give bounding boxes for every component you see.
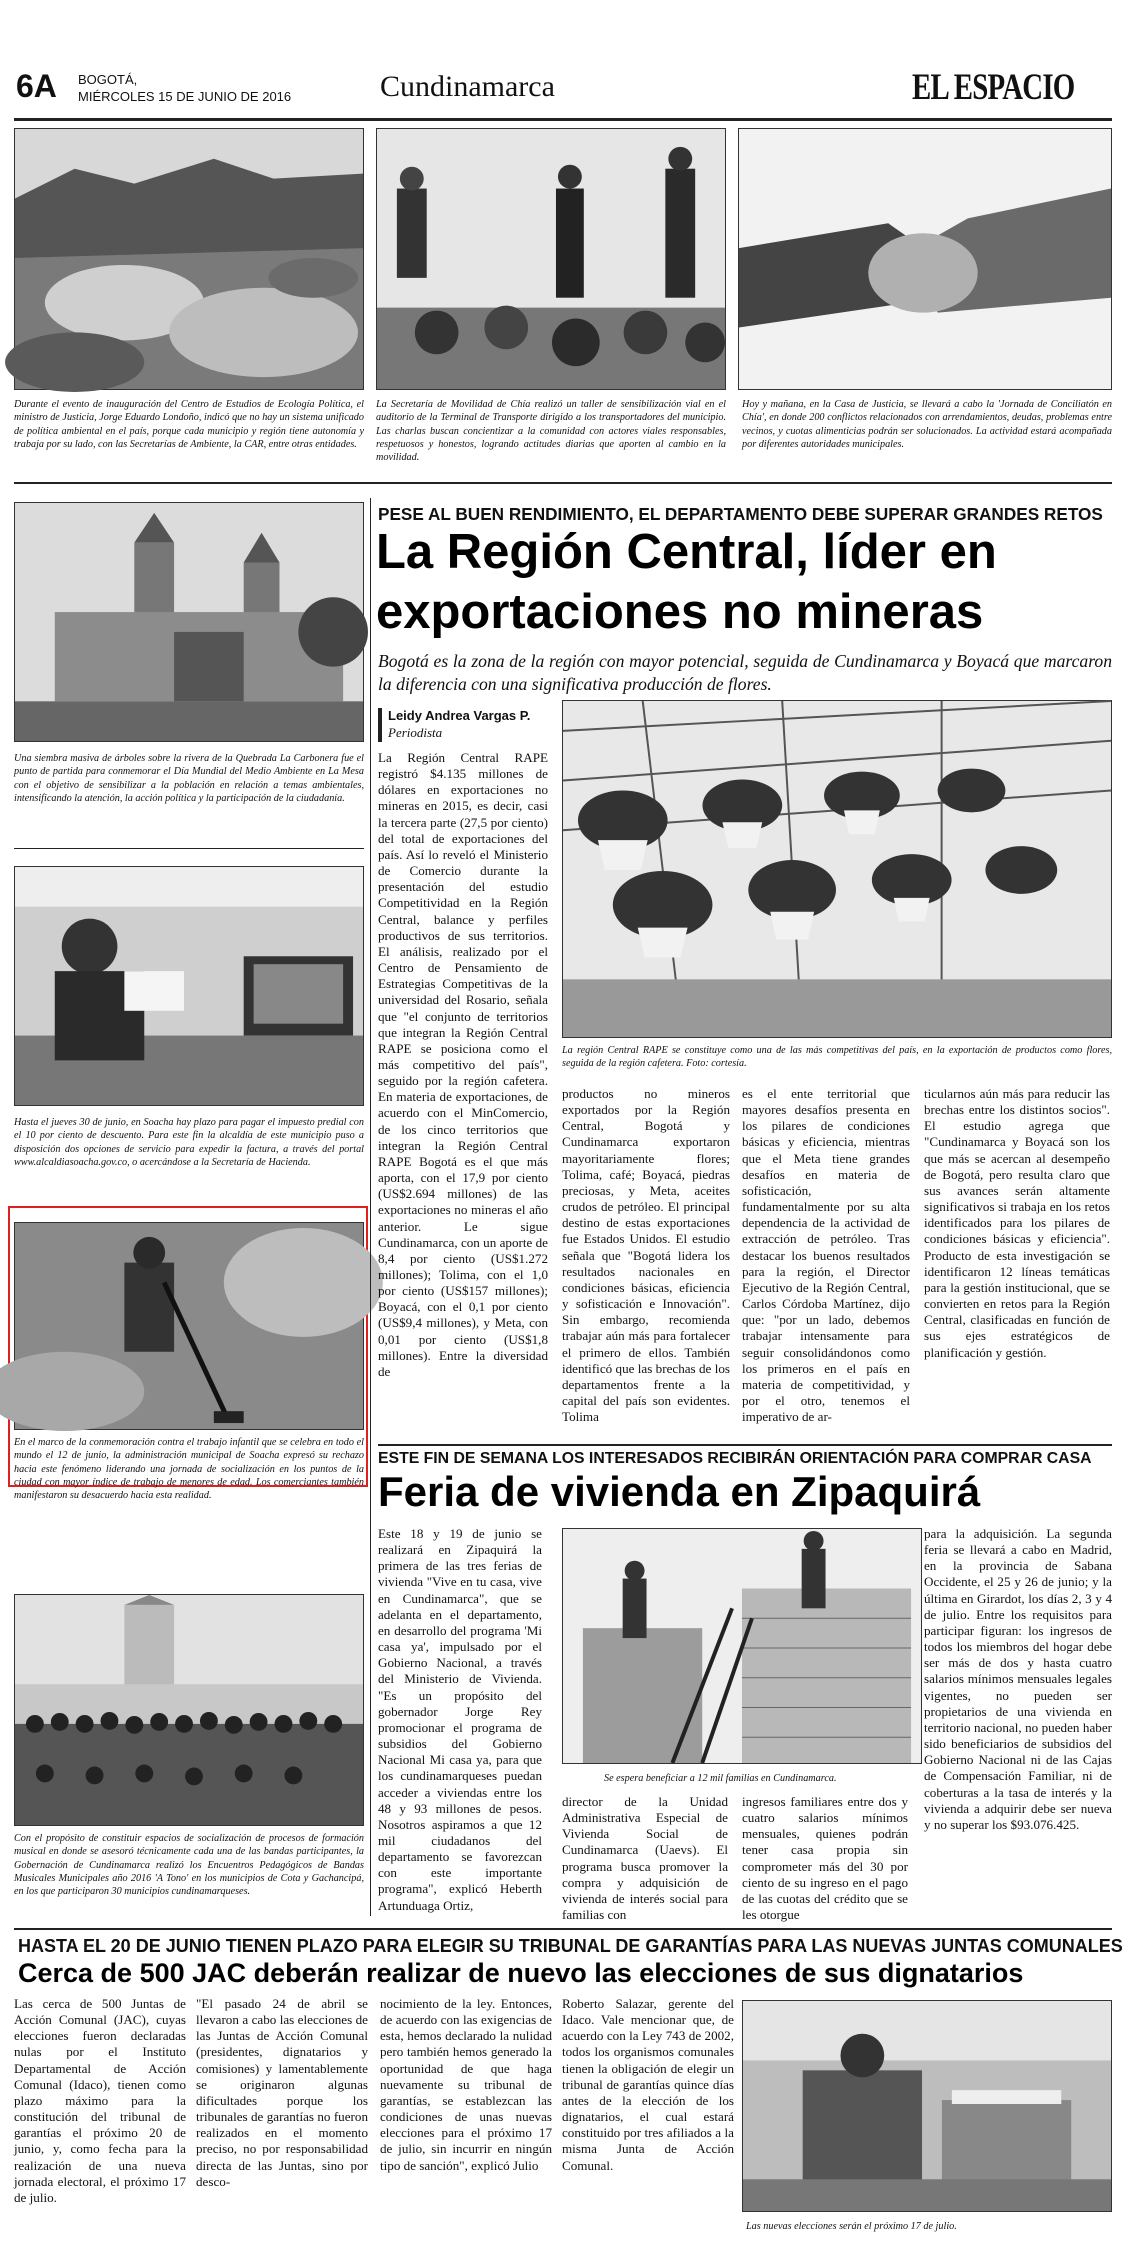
feria-column-3: ingresos familiares entre dos y cuatro salarios mínimos mensuales, quienes podrán tener casa propia sin comprometer más del 30 por ciento de su ingreso en el pago de las cuotas del crédito que se les otorgue	[742, 1794, 908, 1923]
caption-ecology-event: Durante el evento de inauguración del Centro de Estudios de Ecología Política, el ministro de Justicia, Jorge Eduardo Londoño, indicó que no hay un sistema unificado de política ambiental en el país, porque cada municipio y región tiene autonomía y trabaja por su lado, con las Secretarías de Ambiente, la CAR, entre otras entidades.	[14, 399, 364, 450]
page-header	[14, 60, 1112, 122]
caption-tree-planting: Una siembra masiva de árboles sobre la rivera de la Quebrada La Carbonera fue el punto de partida para conmemorar el Día Mundial del Medio Ambiente en La Mesa con el objetivo de sensibilizar a la población en relación a temas ambientales, intensificando la atención, la acción política y la participación de la ciudadanía.	[14, 753, 364, 804]
jac-column-3: nocimiento de la ley. Entonces, de acuerdo con las exigencias de esta, hemos declarado la nulidad pero también hemos generado la oportunidad de que haga nuevamente su tribunal de garantías, se establezcan las condiciones de unas nuevas elecciones para el próximo 17 de julio, sin incurrir en ningún tipo de sanción", explicó Julio	[380, 1996, 552, 2173]
jac-top-rule	[14, 1928, 1112, 1930]
page-number: 6A	[16, 68, 57, 104]
caption-music-bands: Con el propósito de constituir espacios de socialización de procesos de formación musical en donde se asesoró técnicamente cada una de las bandas participantes, la Gobernación de Cundinamarca realizó los Encuentros Pedagógicos de Bandas Musicales Municipales año 2016 'A Tono' en los municipios de Cota y Gachancipá, en los que participaron 30 municipios cundinamarqueses.	[14, 1833, 364, 1897]
author-name: Leidy Andrea Vargas P.	[388, 708, 531, 723]
header-city: BOGOTÁ,	[78, 72, 138, 87]
photo-music-bands	[14, 1594, 364, 1826]
jac-headline: Cerca de 500 JAC deberán realizar de nuevo las elecciones de sus dignatarios	[18, 1958, 1024, 1988]
main-kicker: PESE AL BUEN RENDIMIENTO, EL DEPARTAMENTO DEBE SUPERAR GRANDES RETOS	[378, 504, 1103, 524]
jac-column-1: Las cerca de 500 Juntas de Acción Comunal (JAC), cuyas elecciones fueron declaradas nulas por el Instituto Departamental de Acción Comunal (Idaco), tienen como plazo máximo para la constitución del tribunal de garantías el próximo 20 de junio, y, como fecha para la realización de una nueva jornada electoral, el próximo 17 de julio.	[14, 1996, 186, 2205]
main-column-2: productos no mineros exportados por la Región Central, Bogotá y Cundinamarca exportaron mayoritariamente flores; Tolima, café; Boyacá, piedras preciosas, y Meta, aceites crudos de petróleo. El principal destino de estas exportaciones fue Estados Unidos. El estudio señala que "Bogotá lidera los resultados nacionales en condiciones básicas, eficiencia y sofisticación e Innovación". Sin embargo, recomienda trabajar aún más para fortalecer el primero de ellos. También identificó que las brechas de los departamentos frente a la capital del país son evidentes. Tolima	[562, 1086, 730, 1425]
jac-column-2: "El pasado 24 de abril se llevaron a cabo las elecciones de las Juntas de Acción Comunal (presidentes, dignatarios y comisiones) y lamentablemente se originaron algunas dificultades porque los tribunales de garantías no fueron realizados en el momento preciso, no por responsabilidad directa de las Juntas, sino por desco-	[196, 1996, 368, 2189]
photo-handshake	[738, 128, 1112, 390]
main-story-rule	[378, 1444, 1112, 1446]
caption-property-tax: Hasta el jueves 30 de junio, en Soacha hay plazo para pagar el impuesto predial con el 10 por ciento de descuento. Para este fin la alcaldía de este municipio puso a disposición dos opciones de servicio para expedir la factura, a través del portal www.alcaldiasoacha.gov.co, o acercándose a la Secretaría de Hacienda.	[14, 1117, 364, 1168]
photo-tax-office	[14, 866, 364, 1106]
photo-cathedral	[14, 502, 364, 742]
top-row-rule	[14, 482, 1112, 484]
main-headline-line2: exportaciones no mineras	[376, 585, 984, 639]
jac-kicker: HASTA EL 20 DE JUNIO TIENEN PLAZO PARA ELEGIR SU TRIBUNAL DE GARANTÍAS PARA LAS NUEVAS JUNTAS COMUNALES	[18, 1936, 1123, 1956]
photo-traffic-workshop	[376, 128, 726, 390]
photo-house-construction	[562, 1528, 922, 1764]
main-column-4: ticularnos aún más para reducir las brechas entre los distintos socios". El estudio agrega que "Cundinamarca y Boyacá son los que más se acercan al desempeño de Bogotá, pero resulta claro que sus avances serán altamente significativos si trabaja en los retos identificados para los pilares de condiciones básicas y eficiencia". Producto de esta investigación se identificaron 12 líneas temáticas para la gestión institucional, que se convierten en retos para la Región Central, clasificadas en función de sus ejes estratégicos de planificación y gestión.	[924, 1086, 1110, 1360]
left-column-rule	[370, 498, 371, 1916]
photo-greenhouse-flowers	[562, 700, 1112, 1038]
author-role: Periodista	[388, 725, 443, 740]
main-headline-line1: La Región Central, líder en	[376, 525, 997, 579]
caption-conciliaton: Hoy y mañana, en la Casa de Justicia, se llevará a cabo la 'Jornada de Conciliatón en Chía', en donde 200 conflictos relacionados con arrendamientos, deudas, problemas entre vecinos, y cuotas alimenticias podrán ser solucionados. La actividad estará acompañada por diferentes autoridades municipales.	[742, 399, 1112, 450]
photo-rocky-landscape	[14, 128, 364, 390]
feria-kicker: ESTE FIN DE SEMANA LOS INTERESADOS RECIBIRÁN ORIENTACIÓN PARA COMPRAR CASA	[378, 1450, 1092, 1467]
feria-column-2: director de la Unidad Administrativa Especial de Vivienda Social de Cundinamarca (Uaevs). El programa busca promover la compra y adquisición de vivienda de interés social para familias con	[562, 1794, 728, 1923]
photo-voting	[742, 2000, 1112, 2212]
main-column-3: es el ente territorial que mayores desafíos presenta en los pilares de condiciones básicas y eficiencia, mientras que el Meta tiene grandes desafíos en materia de sofisticación, fundamentalmente por su alta dependencia de la actividad de extracción de petróleo. Tras destacar los buenos resultados para la región, el Director Ejecutivo de la Región Central, Carlos Córdoba Martínez, dijo que: "por un lado, debemos trabajar intensamente para seguir consolidándonos como los primeros en el país en materia de competitividad, y por el otro, tenemos el imperativo de ar-	[742, 1086, 910, 1425]
header-rule	[14, 118, 1112, 121]
main-column-1: La Región Central RAPE registró $4.135 millones de dólares en exportaciones no mineras en 2015, es decir, casi la tercera parte (27,5 por ciento) del total de exportaciones del país. Así lo reveló el Ministerio de Comercio durante la presentación del estudio Competitividad en la Región Central, balance y perfiles productivos de sus territorios. El análisis, realizado por el Centro de Pensamiento de Estrategias Competitivas de la universidad del Rosario, señala que "el conjunto de territorios que integran la Región Central RAPE se posiciona como el más competitivo del país", seguido por la región cafetera. En materia de exportaciones, de acuerdo con el MinComercio, de los cinco territorios que integran la Región Central RAPE Bogotá es el que más aporta, con el 17,9 por ciento (US$2.694 millones) de las exportaciones no mineras el año anterior. Le sigue Cundinamarca, con un aporte de 8,4 por ciento (US$1.272 millones); Tolima, con el 1,0 por ciento (US$157 millones); Boyacá, con el 0,1 por ciento (US$9,4 millones), y Meta, con 0,01 por ciento (US$1,8 millones). Entre la diversidad de	[378, 750, 548, 1379]
photo-child-worker	[14, 1222, 364, 1430]
feria-column-4: para la adquisición. La segunda feria se llevará a cabo en Madrid, en la provincia de Sabana Occidente, el 25 y 26 de junio; y la última en Girardot, los días 2, 3 y 4 de julio. Entre los requisitos para participar figuran: los ingresos de todos los miembros del hogar debe ser más de dos y hasta cuatro salarios mínimos mensuales legales vigentes, no pueden ser propietarios de una vivienda en territorio nacional, no pueden haber sido beneficiarios de subsidios del Gobierno Nacional ni de las Cajas de Compensación Familiar, ni de coberturas a la tasa de interés y la vivienda a adquirir debe ser nueva y no superar los $93.076.425.	[924, 1526, 1112, 1832]
caption-housing: Se espera beneficiar a 12 mil familias en Cundinamarca.	[604, 1773, 837, 1784]
section-title: Cundinamarca	[380, 70, 555, 103]
left-rule-1	[14, 848, 364, 849]
feria-column-1: Este 18 y 19 de junio se realizará en Zipaquirá la primera de las tres ferias de vivienda "Vive en tu casa, vive en Cundinamarca", que se adelanta en el departamento, en desarrollo del programa 'Mi casa ya', impulsado por el Gobierno Nacional, a través del Ministerio de Vivienda. "Es un propósito del gobernador Jorge Rey promocionar el programa de subsidios del Gobierno Nacional Mi casa ya, para que los cundinamarqueses puedan acceder a viviendas entre los 48 y 93 millones de pesos. Nosotros aspiramos a que 12 mil ciudadanos del departamento se favorezcan con este importante programa", explicó Heberth Artunduaga Ortiz,	[378, 1526, 542, 1913]
header-date: MIÉRCOLES 15 DE JUNIO DE 2016	[78, 89, 292, 104]
main-deck: Bogotá es la zona de la región con mayor potencial, seguida de Cundinamarca y Boyacá que marcaron la diferencia con una significativa producción de flores.	[378, 651, 1112, 694]
caption-greenhouse: La región Central RAPE se constituye como una de las más competitivas del país, en la exportación de productos como flores, seguida de la región cafetera. Foto: cortesía.	[562, 1045, 1112, 1070]
caption-traffic-workshop: La Secretaría de Movilidad de Chía realizó un taller de sensibilización vial en el auditorio de la Terminal de Transporte dirigido a los transportadores del municipio. Las charlas buscan concientizar a la comunidad con actores viales responsables, respetuosos y honestos, logrando actitudes diarias que aporten al cambio en la movilidad.	[376, 399, 726, 463]
caption-elections: Las nuevas elecciones serán el próximo 17 de julio.	[746, 2221, 957, 2232]
feria-headline: Feria de vivienda en Zipaquirá	[378, 1468, 981, 1515]
author-bar	[378, 708, 382, 742]
masthead-logo: EL ESPACIO	[912, 67, 1075, 108]
jac-column-4: Roberto Salazar, gerente del Idaco. Vale mencionar que, de acuerdo con la Ley 743 de 2002, todos los organismos comunales tienen la obligación de elegir un tribunal de garantías quince días antes de la elección de los dignatarios, el cual estará constituido por tres afiliados a la misma Junta de Acción Comunal.	[562, 1996, 734, 2173]
caption-child-labor: En el marco de la conmemoración contra el trabajo infantil que se celebra en todo el mundo el 12 de junio, la administración municipal de Soacha expresó su rechazo hacia este fenómeno liderando una jornada de socialización en los puntos de la ciudad con mayor índice de trabajo de menores de edad. Los comerciantes también manifestaron su desacuerdo hacia esta realidad.	[14, 1437, 364, 1501]
